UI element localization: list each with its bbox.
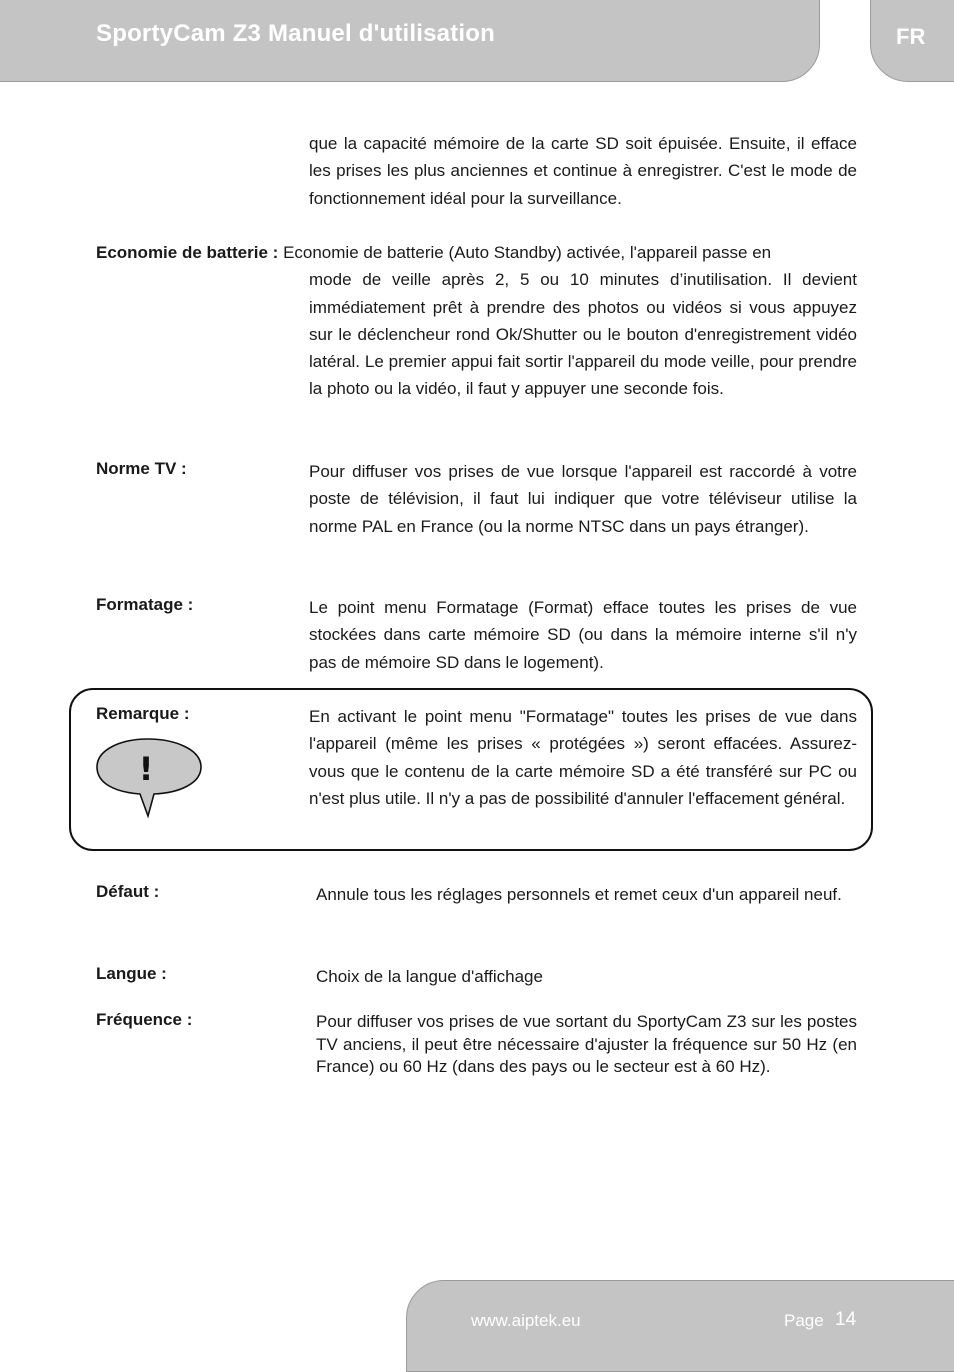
document-title: SportyCam Z3 Manuel d'utilisation — [96, 20, 496, 47]
norme-text: Pour diffuser vos prises de vue lorsque l'appareil est raccordé à votre poste de télévision, il faut lui indiquer que votre téléviseur utilise la norme PAL en France (ou la norme NTSC dans un pays étranger). — [309, 462, 857, 536]
economie-section — [96, 239, 857, 403]
intro-paragraph: que la capacité mémoire de la carte SD soit épuisée. Ensuite, il efface les prises les plus anciennes et continue à enregistrer. C'est le mode de fonctionnement idéal pour la surveillance. — [309, 134, 857, 208]
langue-text: Choix de la langue d'affichage — [316, 967, 543, 986]
frequence-text: Pour diffuser vos prises de vue sortant du SportyCam Z3 sur les postes TV anciens, il peut être nécessaire d'ajuster la fréquence sur 50 Hz (en France) ou 60 Hz (dans des pays ou le secteur est à 60 Hz). — [316, 1012, 857, 1076]
norme-label: Norme TV : — [96, 459, 187, 478]
remarque-label: Remarque : — [96, 704, 190, 723]
formatage-label: Formatage : — [96, 595, 194, 614]
defaut-text: Annule tous les réglages personnels et remet ceux d'un appareil neuf. — [316, 885, 842, 904]
footer-url-link[interactable]: www.aiptek.eu — [471, 1311, 581, 1330]
defaut-label: Défaut : — [96, 882, 160, 901]
economie-text: mode de veille après 2, 5 ou 10 minutes d’inutilisation. Il devient immédiatement prêt à prendre des photos ou vidéos si vous appuyez sur le déclencheur rond Ok/Shutter ou le bouton d'enregistrement vidéo latéral. Le premier appui fait sortir l'appareil du mode veille, pour prendre la photo ou la vidéo, il faut y appuyer une seconde fois. — [309, 270, 857, 399]
warning-bubble-icon — [94, 736, 206, 820]
economie-label: Economie de batterie : — [96, 243, 279, 262]
footer-page-label: Page — [784, 1311, 824, 1330]
economie-first-line: Economie de batterie (Auto Standby) activée, l'appareil passe en — [283, 243, 772, 262]
frequence-label: Fréquence : — [96, 1010, 193, 1029]
formatage-text: Le point menu Formatage (Format) efface toutes les prises de vue stockées dans carte mémoire SD (ou dans la mémoire interne s'il n'y pas de mémoire SD dans le logement). — [309, 598, 857, 672]
language-label: FR — [896, 24, 926, 49]
remarque-text: En activant le point menu "Formatage" toutes les prises de vue dans l'appareil (même les prises « protégées ») seront effacées. Assurez-vous que le contenu de la carte mémoire SD a été transféré sur PC ou n'est plus utile. Il n'y a pas de possibilité d'annuler l'effacement général. — [309, 707, 857, 808]
langue-label: Langue : — [96, 964, 167, 983]
footer-page-number: 14 — [835, 1309, 857, 1330]
exclamation-mark: ! — [138, 750, 154, 788]
